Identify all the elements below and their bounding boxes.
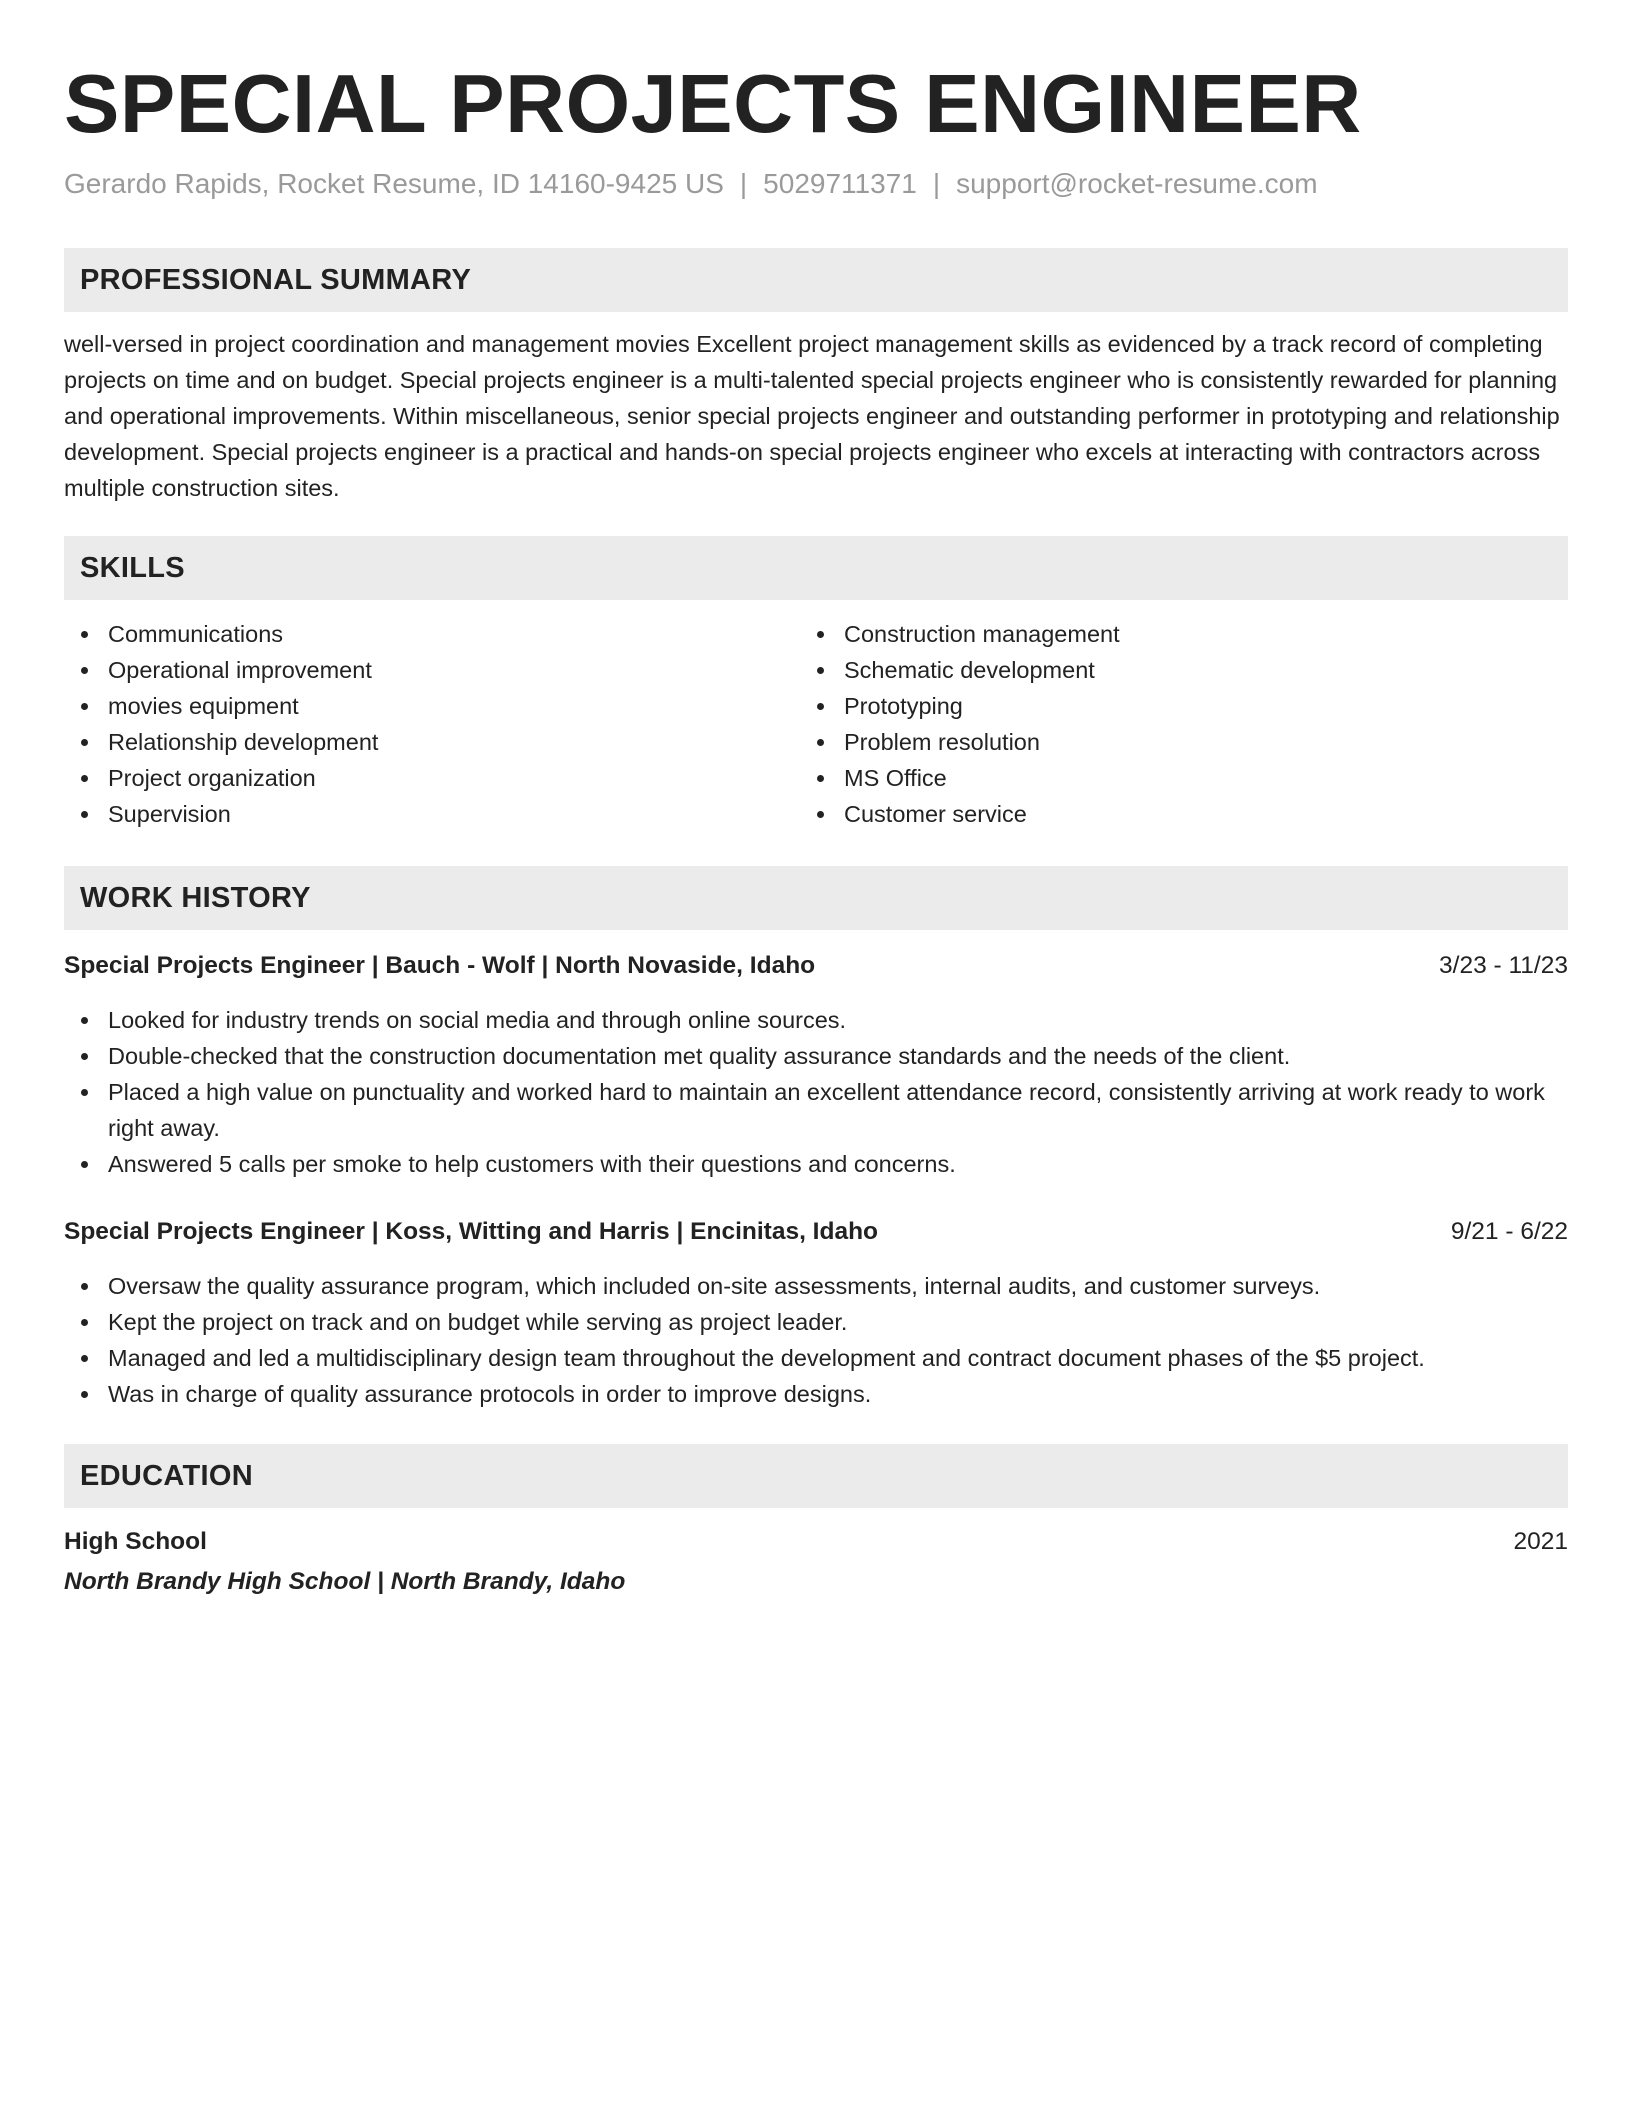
job-bullets <box>64 1002 1568 1182</box>
job-bullet: Placed a high value on punctuality and worked hard to maintain an excellent attendance record, consistently arriving at work ready to work right away. <box>108 1074 1568 1146</box>
skill-item: Operational improvement <box>108 652 816 688</box>
contact-separator: | <box>932 168 941 199</box>
skills-section <box>64 536 1568 832</box>
education-header <box>64 1524 1568 1560</box>
education-school: North Brandy High School | North Brandy, Idaho <box>64 1568 626 1595</box>
job-dates: 3/23 - 11/23 <box>1439 952 1568 979</box>
summary-heading: PROFESSIONAL SUMMARY <box>64 248 1568 312</box>
contact-line <box>64 166 1568 202</box>
skill-item: movies equipment <box>108 688 816 724</box>
skill-item: Relationship development <box>108 724 816 760</box>
contact-address: Gerardo Rapids, Rocket Resume, ID 14160-9425 US <box>64 168 724 199</box>
skill-item: Construction management <box>844 616 1568 652</box>
job-bullet: Kept the project on track and on budget while serving as project leader. <box>108 1304 1568 1340</box>
education-year: 2021 <box>1513 1528 1568 1555</box>
job-entry <box>64 948 1568 1182</box>
contact-phone: 5029711371 <box>763 168 917 199</box>
job-bullet: Managed and led a multidisciplinary design team throughout the development and contract document phases of the $5 project. <box>108 1340 1568 1376</box>
candidate-title: SPECIAL PROJECTS ENGINEER <box>64 57 1362 150</box>
skill-item: Project organization <box>108 760 816 796</box>
education-section <box>64 1444 1568 1600</box>
job-bullet: Answered 5 calls per smoke to help customers with their questions and concerns. <box>108 1146 1568 1182</box>
contact-email: support@rocket-resume.com <box>956 168 1318 199</box>
skills-grid <box>64 616 1568 832</box>
job-bullet: Double-checked that the construction documentation met quality assurance standards and the needs of the client. <box>108 1038 1568 1074</box>
job-dates: 9/21 - 6/22 <box>1450 1218 1568 1245</box>
skill-item: MS Office <box>844 760 1568 796</box>
skill-item: Customer service <box>844 796 1568 832</box>
job-header <box>64 1214 1568 1250</box>
skills-column-right <box>816 616 1568 832</box>
education-entry <box>64 1524 1568 1600</box>
job-entry <box>64 1214 1568 1412</box>
work-section <box>64 866 1568 1412</box>
job-bullets <box>64 1268 1568 1412</box>
job-title: Special Projects Engineer | Bauch - Wolf | North Novaside, Idaho <box>64 952 816 979</box>
summary-text: well-versed in project coordination and management movies Excellent project management skills as evidenced by a track record of completing projects on time and on budget. Special projects engineer is a multi-talented special projects engineer who is consistently rewarded for planning and operational improvements. Within miscellaneous, senior special projects engineer and outstanding performer in prototyping and relationship development. Special projects engineer is a practical and hands-on special projects engineer who excels at interacting with contractors across multiple construction sites. <box>64 331 1560 501</box>
skill-item: Supervision <box>108 796 816 832</box>
education-degree: High School <box>64 1528 207 1555</box>
skill-item: Prototyping <box>844 688 1568 724</box>
job-bullet: Was in charge of quality assurance protocols in order to improve designs. <box>108 1376 1568 1412</box>
skills-column-left <box>64 616 816 832</box>
work-heading: WORK HISTORY <box>64 866 1568 930</box>
education-heading: EDUCATION <box>64 1444 1568 1508</box>
job-bullet: Oversaw the quality assurance program, which included on-site assessments, internal audits, and customer surveys. <box>108 1268 1568 1304</box>
skills-heading: SKILLS <box>64 536 1568 600</box>
job-bullet: Looked for industry trends on social media and through online sources. <box>108 1002 1568 1038</box>
skill-item: Communications <box>108 616 816 652</box>
summary-section <box>64 248 1568 506</box>
job-title: Special Projects Engineer | Koss, Witting and Harris | Encinitas, Idaho <box>64 1218 879 1245</box>
skill-item: Schematic development <box>844 652 1568 688</box>
skill-item: Problem resolution <box>844 724 1568 760</box>
contact-separator: | <box>739 168 748 199</box>
job-header <box>64 948 1568 984</box>
